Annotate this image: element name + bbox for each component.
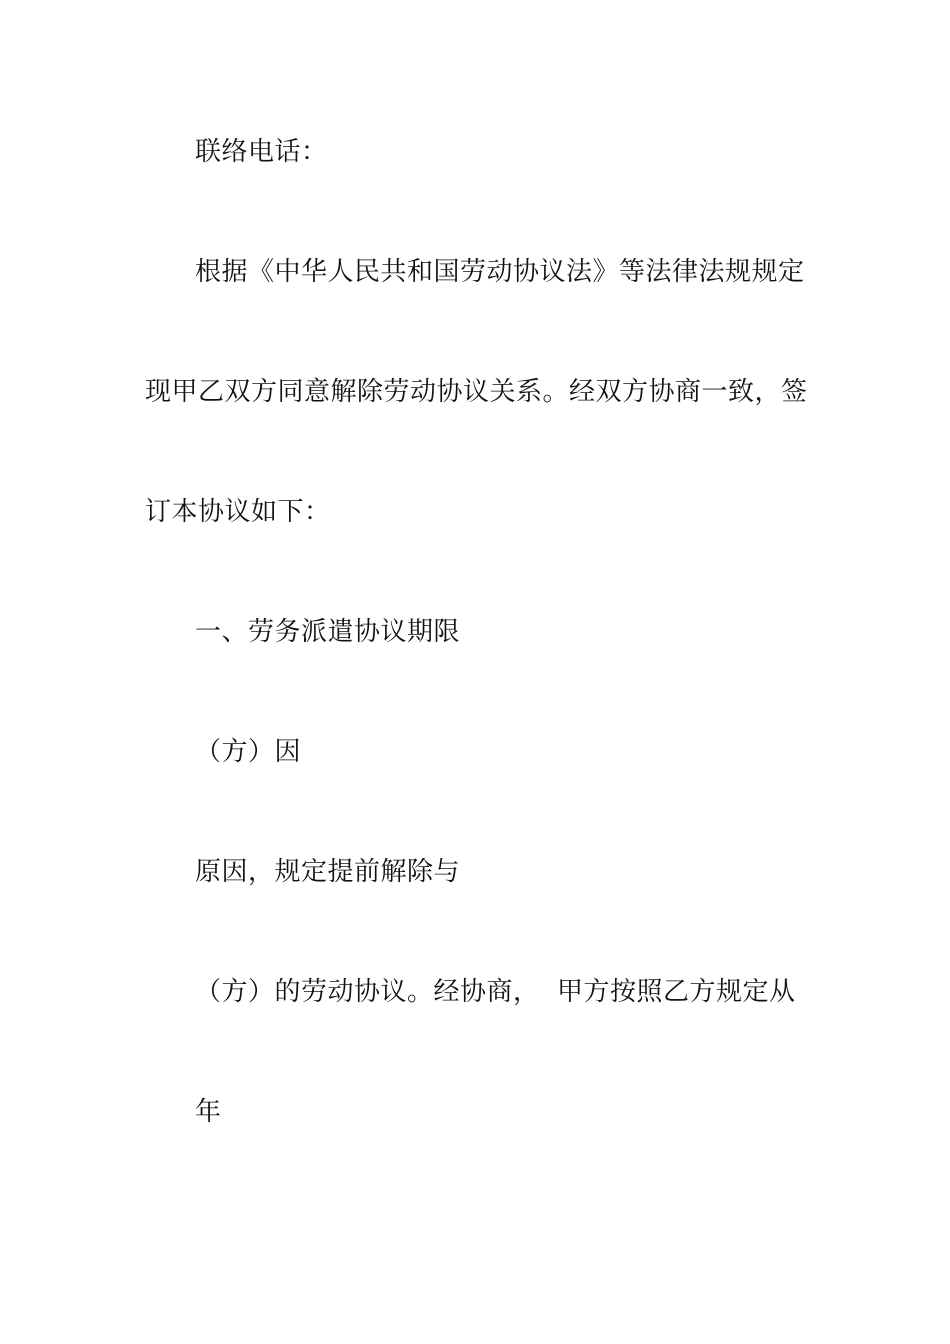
section-heading: 一、劳务派遣协议期限 <box>195 617 461 647</box>
paragraph-line: 订本协议如下： <box>145 497 331 527</box>
paragraph-line: （方）的劳动协议。经协商， 甲方按照乙方规定从 <box>195 977 796 1007</box>
paragraph-line: 原因，规定提前解除与 <box>195 857 461 887</box>
contact-phone-label: 联络电话： <box>195 137 328 167</box>
paragraph-line: 现甲乙双方同意解除劳动协议关系。经双方协商一致，签 <box>145 377 808 407</box>
paragraph-line: （方）因 <box>195 737 302 767</box>
paragraph-line: 年 <box>195 1097 222 1127</box>
paragraph-line: 根据《中华人民共和国劳动协议法》等法律法规规定 <box>195 257 805 287</box>
